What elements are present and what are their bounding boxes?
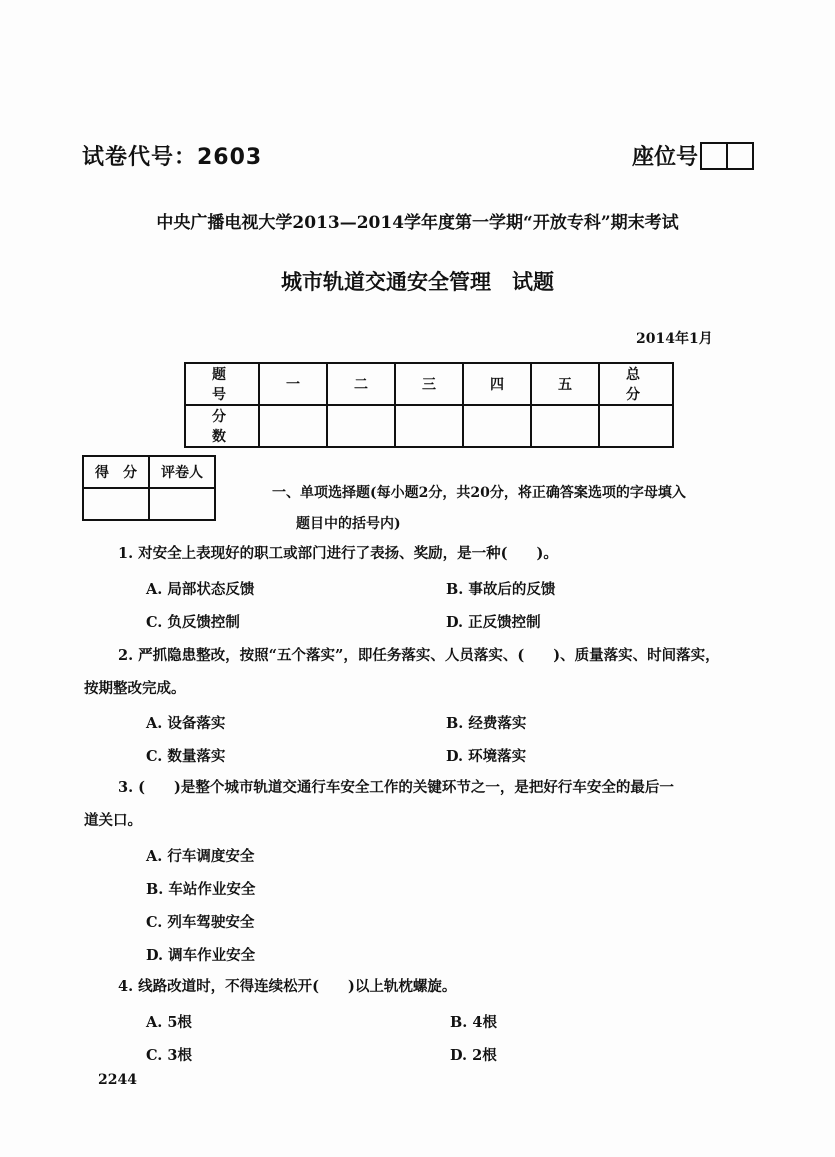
section-heading-line2: 题目中的括号内) [296, 516, 401, 532]
option: B. 事故后的反馈 [446, 581, 556, 598]
score-cell: 分 数 [185, 405, 259, 447]
option: A. 设备落实 [146, 715, 226, 732]
score-cell: 总 分 [599, 363, 673, 405]
option: C. 列车驾驶安全 [146, 914, 255, 931]
grader-person-cell [149, 488, 215, 520]
score-cell: 题 号 [185, 363, 259, 405]
score-cell-empty [463, 405, 531, 447]
score-cell: 一 [259, 363, 327, 405]
grader-person-header: 评卷人 [149, 456, 215, 488]
option: C. 数量落实 [146, 748, 226, 765]
university-line: 中央广播电视大学2013—2014学年度第一学期“开放专科”期末考试 [156, 213, 679, 233]
score-cell-empty [327, 405, 395, 447]
question-text: 4. 线路改道时，不得连续松开( )以上轨枕螺旋。 [118, 978, 457, 995]
section-heading-line1: 一、单项选择题(每小题2分，共20分，将正确答案选项的字母填入 [272, 485, 686, 501]
grader-score-cell [83, 488, 149, 520]
option: D. 2根 [450, 1047, 497, 1064]
seat-number [632, 140, 754, 171]
score-cell: 三 [395, 363, 463, 405]
option: D. 环境落实 [446, 748, 527, 765]
option: A. 行车调度安全 [146, 848, 255, 865]
option: B. 4根 [450, 1014, 497, 1031]
score-cell-empty [599, 405, 673, 447]
exam-code: 试卷代号：2603 [82, 145, 263, 170]
score-table-score-row [185, 405, 673, 447]
exam-title: 城市轨道交通安全管理 试题 [281, 270, 554, 294]
section-heading [272, 478, 762, 540]
exam-date: 2014年1月 [636, 331, 713, 347]
question-text: 1. 对安全上表现好的职工或部门进行了表扬、奖励，是一种( )。 [118, 545, 558, 562]
question-text-continued: 按期整改完成。 [84, 680, 186, 697]
option: C. 3根 [146, 1047, 192, 1064]
score-cell-empty [531, 405, 599, 447]
question-text: 2. 严抓隐患整改，按照“五个落实”，即任务落实、人员落实、( )、质量落实、时间落实， [118, 647, 720, 664]
grader-score-header: 得 分 [83, 456, 149, 488]
option: D. 正反馈控制 [446, 614, 541, 631]
option: D. 调车作业安全 [146, 947, 256, 964]
option: B. 经费落实 [446, 715, 527, 732]
seat-number-box [700, 142, 754, 170]
score-cell: 四 [463, 363, 531, 405]
option: B. 车站作业安全 [146, 881, 256, 898]
score-cell-empty [395, 405, 463, 447]
score-cell: 五 [531, 363, 599, 405]
score-cell-empty [259, 405, 327, 447]
score-table-header-row [185, 363, 673, 405]
score-cell: 二 [327, 363, 395, 405]
option: A. 5根 [146, 1014, 192, 1031]
question-text-continued: 道关口。 [84, 812, 142, 829]
footer-code: 2244 [98, 1072, 137, 1088]
score-table [184, 362, 678, 448]
grader-table [82, 455, 216, 521]
option: A. 局部状态反馈 [146, 581, 255, 598]
seat-label: 座位号 [632, 145, 699, 170]
question-text: 3. ( )是整个城市轨道交通行车安全工作的关键环节之一，是把好行车安全的最后一 [118, 779, 674, 796]
option: C. 负反馈控制 [146, 614, 240, 631]
